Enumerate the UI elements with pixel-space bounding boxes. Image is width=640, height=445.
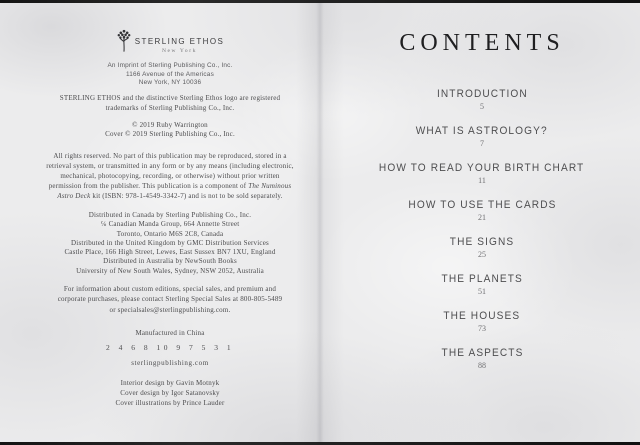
toc-entry xyxy=(342,199,622,223)
toc-page-number: 73 xyxy=(478,324,486,333)
design-credits xyxy=(40,378,300,408)
toc-page-number: 21 xyxy=(478,213,486,222)
toc-entry xyxy=(342,273,622,297)
print-run-line: 2 4 6 8 10 9 7 5 3 1 xyxy=(105,343,235,352)
credit-line: Cover design by Igor Satanovsky xyxy=(120,389,220,397)
publisher-website: sterlingpublishing.com xyxy=(131,359,209,367)
toc-label: THE PLANETS xyxy=(441,273,523,285)
tree-icon xyxy=(116,28,132,57)
manufactured-line: Manufactured in China xyxy=(135,329,205,337)
imprint-line: 1166 Avenue of the Americas xyxy=(126,70,214,78)
distribution-line: Distributed in Australia by NewSouth Books xyxy=(103,257,237,266)
credit-line: Interior design by Gavin Motnyk xyxy=(120,379,220,387)
distribution-line: Distributed in the United Kingdom by GMC Distribution Services xyxy=(71,238,269,247)
distribution-line: Toronto, Ontario M6S 2C8, Canada xyxy=(116,229,224,238)
imprint-address xyxy=(40,62,300,88)
distribution-line: University of New South Wales, Sydney, NSW 2052, Australia xyxy=(76,266,264,275)
toc-page-number: 88 xyxy=(478,361,486,370)
toc-entry xyxy=(342,88,622,112)
toc-page-number: 5 xyxy=(480,102,484,111)
toc-entry xyxy=(342,310,622,334)
book-spine-shadow xyxy=(296,0,344,445)
publisher-city: New York xyxy=(161,47,198,54)
toc-entry xyxy=(342,162,622,186)
toc-entry xyxy=(342,347,622,371)
toc-label: INTRODUCTION xyxy=(436,88,528,100)
toc-label: THE ASPECTS xyxy=(441,347,523,359)
toc-label: THE SIGNS xyxy=(449,236,515,248)
publisher-logo-block xyxy=(40,28,300,88)
toc-page-number: 25 xyxy=(478,250,486,259)
kit-title-italic: The Numinous xyxy=(248,182,292,190)
trademark-notice: STERLING ETHOS and the distinctive Sterling Ethos logo are registered trademarks of Sterling Publishing Co., Inc. xyxy=(59,94,281,112)
toc-entry xyxy=(342,236,622,260)
credit-line: Cover illustrations by Prince Lauder xyxy=(115,399,225,407)
distribution-info xyxy=(40,211,300,276)
rights-notice: All rights reserved. No part of this publication may be reproduced, stored in a retrieval system, or transmitted in any form or by any means (including electronic, mechanical, photocopying, recording, or otherwise) without prior written permission from the publisher. This publication is a component of The Numinous Astro Deck kit (ISBN: 978-1-4549-3342-7) and is not to be sold separately. xyxy=(46,152,294,200)
contents-title: CONTENTS xyxy=(399,30,565,56)
toc-page-number: 7 xyxy=(480,139,484,148)
distribution-line: Castle Place, 166 High Street, Lewes, East Sussex BN7 1XU, England xyxy=(64,248,276,257)
toc-entry xyxy=(342,125,622,149)
kit-title-italic: Astro Deck xyxy=(57,192,91,200)
toc-page-number: 51 xyxy=(478,287,486,296)
toc-label: THE HOUSES xyxy=(443,310,521,322)
distribution-line: Distributed in Canada by Sterling Publishing Co., Inc. xyxy=(88,211,252,219)
right-page-contents xyxy=(342,0,622,445)
distribution-line: ℅ Canadian Manda Group, 664 Annette Street xyxy=(100,220,240,229)
toc-label: WHAT IS ASTROLOGY? xyxy=(416,125,548,137)
table-of-contents xyxy=(342,88,622,371)
imprint-line: New York, NY 10036 xyxy=(138,79,202,87)
toc-label: HOW TO READ YOUR BIRTH CHART xyxy=(379,162,585,174)
toc-label: HOW TO USE THE CARDS xyxy=(407,199,557,211)
left-page-copyright xyxy=(40,0,300,445)
publisher-name: STERLING ETHOS xyxy=(134,37,225,46)
special-sales-info: For information about custom editions, special sales, and premium and corporate purchases, please contact Sterling Special Sales at 800-805-5489 or specialsales@sterlingpublishing.com. xyxy=(57,285,283,314)
toc-page-number: 11 xyxy=(478,176,486,185)
imprint-line: An Imprint of Sterling Publishing Co., Inc. xyxy=(107,62,233,69)
copyright-notice: © 2019 Ruby Warrington Cover © 2019 Sterling Publishing Co., Inc. xyxy=(105,121,235,139)
